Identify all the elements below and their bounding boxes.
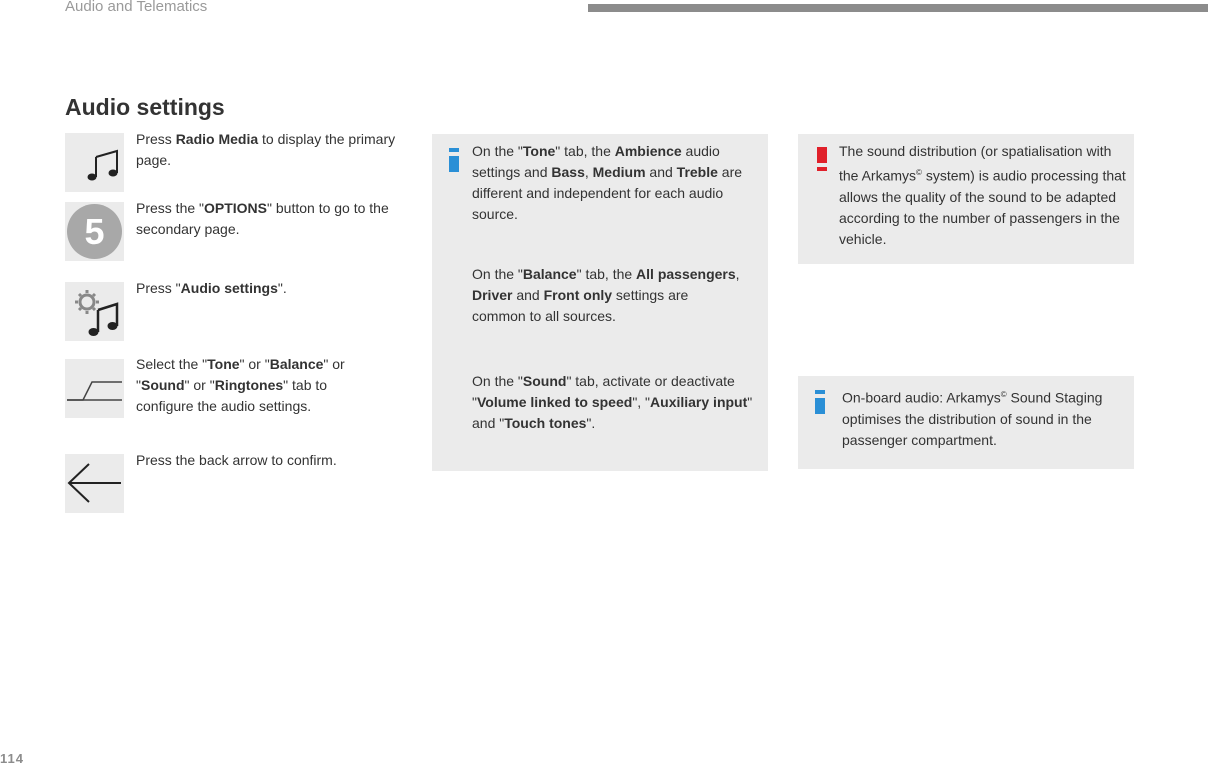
- audio-settings-icon: [65, 282, 124, 341]
- info-note-small: [798, 376, 1134, 469]
- step-2-text: Press the "OPTIONS" button to go to the secondary page.: [136, 200, 389, 237]
- page-number: 114: [0, 751, 24, 766]
- info-note-p1: On the "Tone" tab, the Ambience audio settings and Bass, Medium and Treble are different and independent for each audio source.: [472, 143, 743, 222]
- step-1-text: Press Radio Media to display the primary page.: [136, 131, 396, 168]
- tab-icon: [65, 359, 124, 418]
- chapter-badge: 5: [65, 202, 124, 261]
- info-note-p2: On the "Balance" tab, the All passengers, Driver and Front only settings are common to all sources.: [472, 266, 740, 324]
- warning-note-text: The sound distribution (or spatialisation with the Arkamys© system) is audio processing that allows the quality of the sound to be adapted according to the number of passengers in the vehicle.: [839, 143, 1126, 247]
- step-4-text: Select the "Tone" or "Balance" or "Sound" or "Ringtones" tab to configure the audio settings.: [136, 356, 345, 414]
- info-icon: [815, 390, 825, 414]
- header-title: Audio and Telematics: [65, 0, 208, 15]
- info-note-main: [432, 134, 768, 471]
- header-bar: [588, 4, 1208, 12]
- section-title: Audio settings: [65, 94, 225, 120]
- info-note-small-text: On-board audio: Arkamys© Sound Staging optimises the distribution of sound in the passenger compartment.: [842, 389, 1103, 448]
- info-note-p3: On the "Sound" tab, activate or deactivate "Volume linked to speed", "Auxiliary input" and "Touch tones".: [472, 373, 753, 431]
- step-5-text: Press the back arrow to confirm.: [136, 452, 337, 468]
- info-icon: [449, 148, 459, 172]
- back-arrow-icon: [65, 454, 124, 513]
- step-3-text: Press "Audio settings".: [136, 280, 287, 296]
- warning-icon: [817, 147, 827, 171]
- warning-note: [798, 134, 1134, 264]
- music-note-icon: [65, 133, 124, 192]
